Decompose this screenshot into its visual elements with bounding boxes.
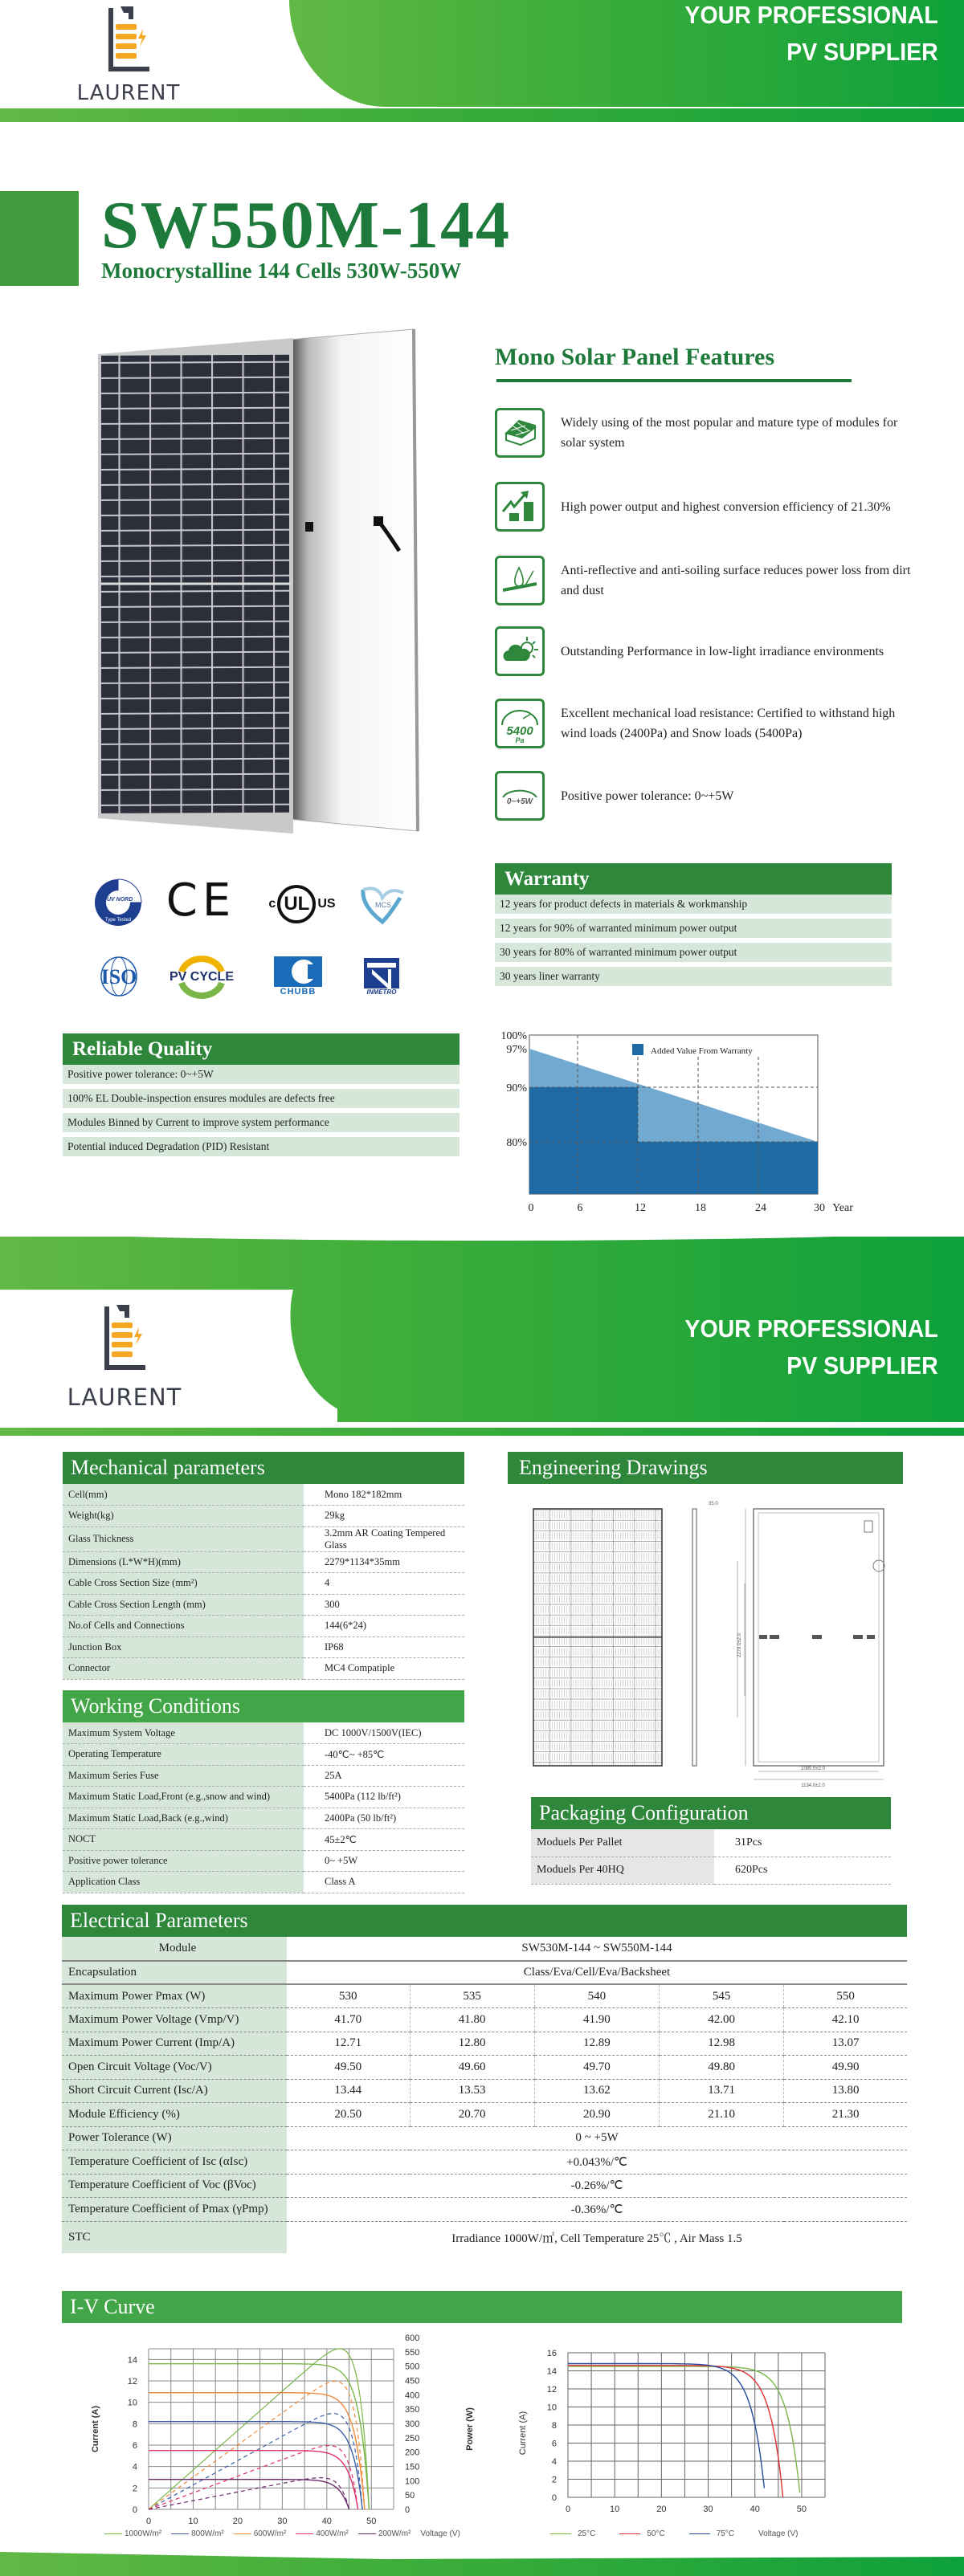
svg-text:Power (W): Power (W) — [465, 2407, 475, 2451]
svg-text:4: 4 — [551, 2457, 557, 2467]
feature-item: Anti-reflective and anti-soiling surface reduces power loss from dirt and dust — [495, 556, 914, 605]
svg-text:6: 6 — [132, 2441, 137, 2451]
engineering-title: Engineering Drawings — [508, 1452, 903, 1484]
growth-chart-icon — [495, 482, 545, 532]
warranty-item: 12 years for product defects in materials & workmanship — [495, 895, 892, 914]
svg-text:100: 100 — [405, 2476, 420, 2487]
table-row: Short Circuit Current (Isc/A) 13.44 13.53 13.62 13.71 13.80 — [62, 2079, 907, 2103]
svg-text:Year: Year — [832, 1202, 853, 1214]
chubb-logo: CHUBB — [273, 956, 323, 997]
svg-text:40: 40 — [750, 2505, 760, 2514]
svg-text:300: 300 — [405, 2419, 420, 2429]
electrical-table — [62, 1937, 907, 2253]
packaging-configuration — [531, 1797, 891, 1885]
table-row: Dimensions (L*W*H)(mm) 2279*1134*35mm — [63, 1551, 464, 1573]
table-row: Maximum Static Load,Front (e.g.,snow and wind) 5400Pa (112 lb/ft²) — [63, 1787, 464, 1808]
svg-text:18: 18 — [695, 1202, 706, 1214]
features-title-underline — [496, 379, 852, 382]
svg-text:0: 0 — [551, 2493, 557, 2503]
warranty-title: Warranty — [495, 863, 892, 895]
table-row: Open Circuit Voltage (Voc/V) 49.50 49.60 49.70 49.80 49.90 — [62, 2056, 907, 2080]
mechanical-table — [63, 1484, 464, 1680]
brand-logo — [48, 5, 209, 105]
svg-text:250: 250 — [405, 2433, 420, 2444]
svg-text:14: 14 — [546, 2366, 557, 2377]
svg-text:0: 0 — [405, 2505, 411, 2515]
feature-item: High power output and highest conversion efficiency of 21.30% — [495, 482, 914, 532]
tagline: YOUR PROFESSIONAL PV SUPPLIER — [684, 1, 938, 66]
svg-text:0: 0 — [132, 2505, 137, 2515]
table-row: Moduels Per Pallet 31Pcs — [531, 1829, 891, 1857]
quality-item: Potential induced Degradation (PID) Resistant — [63, 1137, 460, 1156]
table-row: Cable Cross Section Length (mm) 300 — [63, 1594, 464, 1616]
table-row: STC Irradiance 1000W/㎡, Cell Temperature 25℃ , Air Mass 1.5 — [62, 2221, 907, 2253]
svg-text:TÜV NORD: TÜV NORD — [103, 897, 133, 903]
svg-text:2: 2 — [551, 2475, 557, 2485]
iv-irradiance-legend: 1000W/m² 800W/m² 600W/m² 400W/m² 200W/m² Voltage (V) — [104, 2529, 482, 2538]
svg-text:35.0: 35.0 — [709, 1502, 718, 1506]
svg-text:350: 350 — [405, 2405, 420, 2415]
svg-text:30: 30 — [814, 1202, 825, 1214]
brand-logo — [44, 1299, 205, 1411]
svg-text:550: 550 — [405, 2347, 420, 2358]
svg-text:10: 10 — [188, 2517, 198, 2525]
svg-text:14: 14 — [127, 2355, 137, 2366]
table-row: Junction Box IP68 — [63, 1636, 464, 1658]
inmetro-logo: INMETRO — [362, 956, 402, 997]
warranty-item: 12 years for 90% of warranted minimum power output — [495, 919, 892, 938]
svg-text:90%: 90% — [506, 1082, 527, 1094]
svg-text:10: 10 — [610, 2505, 620, 2514]
ul-logo: c UL US — [265, 883, 339, 925]
warranty-box — [495, 863, 892, 986]
svg-text:100%: 100% — [500, 1030, 527, 1042]
svg-text:30: 30 — [277, 2517, 288, 2525]
second-banner — [0, 1237, 964, 1436]
table-row: Operating Temperature -40℃~ +85℃ — [63, 1744, 464, 1766]
svg-text:4: 4 — [132, 2462, 137, 2472]
svg-text:8: 8 — [551, 2421, 557, 2431]
svg-text:MCS: MCS — [375, 901, 391, 909]
engineering-drawings — [508, 1452, 903, 1798]
svg-text:1134.0±2.0: 1134.0±2.0 — [801, 1783, 825, 1788]
iso-logo — [93, 956, 145, 997]
working-title: Working Conditions — [63, 1690, 464, 1722]
battery-logo-icon — [104, 5, 153, 74]
reliable-quality-title: Reliable Quality — [63, 1033, 460, 1065]
electrical-title: Electrical Parameters — [62, 1905, 907, 1937]
warranty-item: 30 years liner warranty — [495, 967, 892, 986]
svg-text:Current (A): Current (A) — [518, 2411, 528, 2456]
table-row: No.of Cells and Connections 144(6*24) — [63, 1616, 464, 1637]
title-accent-block — [0, 191, 79, 286]
svg-text:200: 200 — [405, 2448, 420, 2458]
svg-text:0: 0 — [528, 1202, 534, 1214]
legend-item: 75°C — [689, 2529, 734, 2538]
svg-text:1085.0±2.0: 1085.0±2.0 — [801, 1767, 825, 1771]
svg-text:16: 16 — [546, 2349, 557, 2358]
ce-logo: CE — [165, 874, 236, 927]
iv-temperature-legend: 25°C 50°C 75°C Voltage (V) — [550, 2529, 823, 2538]
svg-text:20: 20 — [656, 2505, 667, 2514]
bottom-banner — [0, 2552, 964, 2576]
warranty-chart — [492, 1028, 853, 1221]
packaging-table — [531, 1829, 891, 1885]
svg-text:Type Tested: Type Tested — [104, 918, 132, 923]
table-row: Temperature Coefficient of Pmax (γPmp) -0.36%/℃ — [62, 2198, 907, 2222]
warranty-item: 30 years for 80% of warranted minimum power output — [495, 943, 892, 962]
packaging-title: Packaging Configuration — [531, 1797, 891, 1829]
legend-item: 400W/m² — [296, 2529, 349, 2538]
svg-text:50: 50 — [366, 2517, 377, 2525]
table-row: Weight(kg) 29kg — [63, 1506, 464, 1527]
svg-text:150: 150 — [405, 2462, 420, 2472]
svg-text:80%: 80% — [506, 1137, 527, 1149]
svg-text:20: 20 — [232, 2517, 243, 2525]
top-banner — [0, 0, 964, 128]
solar-panel-illustration — [88, 317, 434, 847]
table-row: Cable Cross Section Size (mm²) 4 — [63, 1573, 464, 1595]
quality-item: 100% EL Double-inspection ensures modules are defects free — [63, 1089, 460, 1108]
svg-text:12: 12 — [635, 1202, 646, 1214]
iv-curve-section — [62, 2291, 902, 2323]
table-row: Maximum Power Voltage (Vmp/V) 41.70 41.80 41.90 42.00 42.10 — [62, 2008, 907, 2032]
table-row: Power Tolerance (W) 0 ~ +5W — [62, 2126, 907, 2150]
legend-item: 1000W/m² — [104, 2529, 161, 2538]
electrical-parameters — [62, 1905, 907, 2253]
engineering-drawing — [508, 1489, 903, 1794]
svg-text:600: 600 — [405, 2333, 420, 2343]
svg-text:2279.0±2.0: 2279.0±2.0 — [737, 1633, 742, 1657]
tolerance-gauge-icon: 0~+5W — [495, 771, 545, 821]
svg-text:12: 12 — [546, 2385, 557, 2395]
svg-text:450: 450 — [405, 2376, 420, 2386]
svg-text:400: 400 — [405, 2391, 420, 2401]
load-gauge-icon: 5400 Pa — [495, 699, 545, 748]
mcs-logo — [360, 883, 406, 925]
feature-item: Outstanding Performance in low-light irradiance environments — [495, 626, 914, 676]
table-row: Maximum Series Fuse 25A — [63, 1765, 464, 1787]
product-subtitle: Monocrystalline 144 Cells 530W-550W — [101, 259, 462, 283]
table-row: Maximum Power Pmax (W) 530 535 540 545 550 — [62, 1984, 907, 2008]
legend-item: 50°C — [619, 2529, 664, 2538]
solar-panel-image — [88, 317, 434, 847]
brand-name: LAURENT — [76, 81, 181, 105]
table-row: Module SW530M-144 ~ SW550M-144 — [62, 1937, 907, 1961]
svg-text:6: 6 — [577, 1202, 583, 1214]
feature-item: Widely using of the most popular and mature type of modules for solar system — [495, 408, 914, 458]
table-row: Encapsulation Class/Eva/Cell/Eva/Backsheet — [62, 1961, 907, 1985]
features-title: Mono Solar Panel Features — [495, 344, 775, 370]
legend-item: 800W/m² — [171, 2529, 224, 2538]
svg-text:PV CYCLE: PV CYCLE — [169, 970, 235, 984]
table-row: Maximum Static Load,Back (e.g.,wind) 2400Pa (50 lb/ft²) — [63, 1808, 464, 1829]
table-row: Connector MC4 Compatiple — [63, 1658, 464, 1680]
cloud-sun-icon — [495, 626, 545, 676]
svg-text:10: 10 — [546, 2403, 557, 2413]
svg-text:40: 40 — [321, 2517, 332, 2525]
brand-name: LAURENT — [67, 1384, 182, 1411]
iv-temperature-chart — [500, 2337, 837, 2521]
legend-item: 200W/m² — [358, 2529, 411, 2538]
quality-item: Modules Binned by Current to improve system performance — [63, 1113, 460, 1132]
svg-text:6: 6 — [551, 2439, 557, 2449]
table-row: Positive power tolerance 0~ +5W — [63, 1850, 464, 1872]
table-row: Module Efficiency (%) 20.50 20.70 20.90 21.10 21.30 — [62, 2103, 907, 2127]
mechanical-parameters — [63, 1452, 464, 1680]
svg-text:50: 50 — [796, 2505, 807, 2514]
legend-item: 600W/m² — [234, 2529, 287, 2538]
iv-irradiance-chart — [80, 2333, 498, 2525]
svg-text:ISO: ISO — [100, 965, 137, 988]
svg-text:97%: 97% — [506, 1044, 527, 1056]
feature-item: 0~+5W Positive power tolerance: 0~+5W — [495, 771, 914, 821]
working-table — [63, 1722, 464, 1893]
table-row: Maximum Power Current (Imp/A) 12.71 12.80 12.89 12.98 13.07 — [62, 2032, 907, 2056]
battery-logo-icon — [100, 1299, 149, 1376]
table-row: NOCT 45±2℃ — [63, 1829, 464, 1851]
table-row: Cell(mm) Mono 182*182mm — [63, 1484, 464, 1506]
table-row: Temperature Coefficient of Isc (αIsc) +0.043%/℃ — [62, 2150, 907, 2175]
svg-text:0: 0 — [565, 2505, 571, 2514]
svg-text:12: 12 — [127, 2377, 137, 2386]
mechanical-title: Mechanical parameters — [63, 1452, 464, 1484]
svg-text:50: 50 — [405, 2491, 415, 2501]
quality-item: Positive power tolerance: 0~+5W — [63, 1065, 460, 1084]
svg-text:500: 500 — [405, 2362, 420, 2372]
reliable-quality-box — [63, 1033, 460, 1156]
svg-text:24: 24 — [755, 1202, 766, 1214]
table-row: Glass Thickness 3.2mm AR Coating Tempered Glass — [63, 1526, 464, 1551]
feature-item: 5400 Pa Excellent mechanical load resistance: Certified to withstand high wind loads (2400Pa) and Snow loads (5400Pa) — [495, 699, 914, 748]
iv-curve-title: I-V Curve — [62, 2291, 902, 2323]
svg-text:30: 30 — [703, 2505, 713, 2514]
tagline: YOUR PROFESSIONAL PV SUPPLIER — [684, 1314, 938, 1380]
table-row: Moduels Per 40HQ 620Pcs — [531, 1857, 891, 1884]
product-model-title: SW550M-144 — [101, 188, 511, 263]
svg-text:Current (A): Current (A) — [91, 2405, 100, 2453]
legend-item: 25°C — [550, 2529, 595, 2538]
house-solar-roof-icon — [495, 408, 545, 458]
banner-stripe — [0, 108, 964, 122]
tuv-nord-logo — [93, 878, 143, 927]
table-row: Temperature Coefficient of Voc (βVoc) -0.26%/℃ — [62, 2174, 907, 2198]
working-conditions — [63, 1690, 464, 1893]
svg-text:8: 8 — [132, 2419, 137, 2430]
pv-cycle-logo — [165, 954, 238, 999]
table-row: Maximum System Voltage DC 1000V/1500V(IEC) — [63, 1722, 464, 1744]
svg-text:0: 0 — [145, 2517, 152, 2525]
svg-text:2: 2 — [132, 2484, 137, 2494]
svg-text:Added Value From Warranty: Added Value From Warranty — [651, 1046, 753, 1056]
svg-text:10: 10 — [127, 2398, 137, 2408]
table-row: Application Class Class A — [63, 1872, 464, 1893]
water-drop-icon — [495, 556, 545, 605]
